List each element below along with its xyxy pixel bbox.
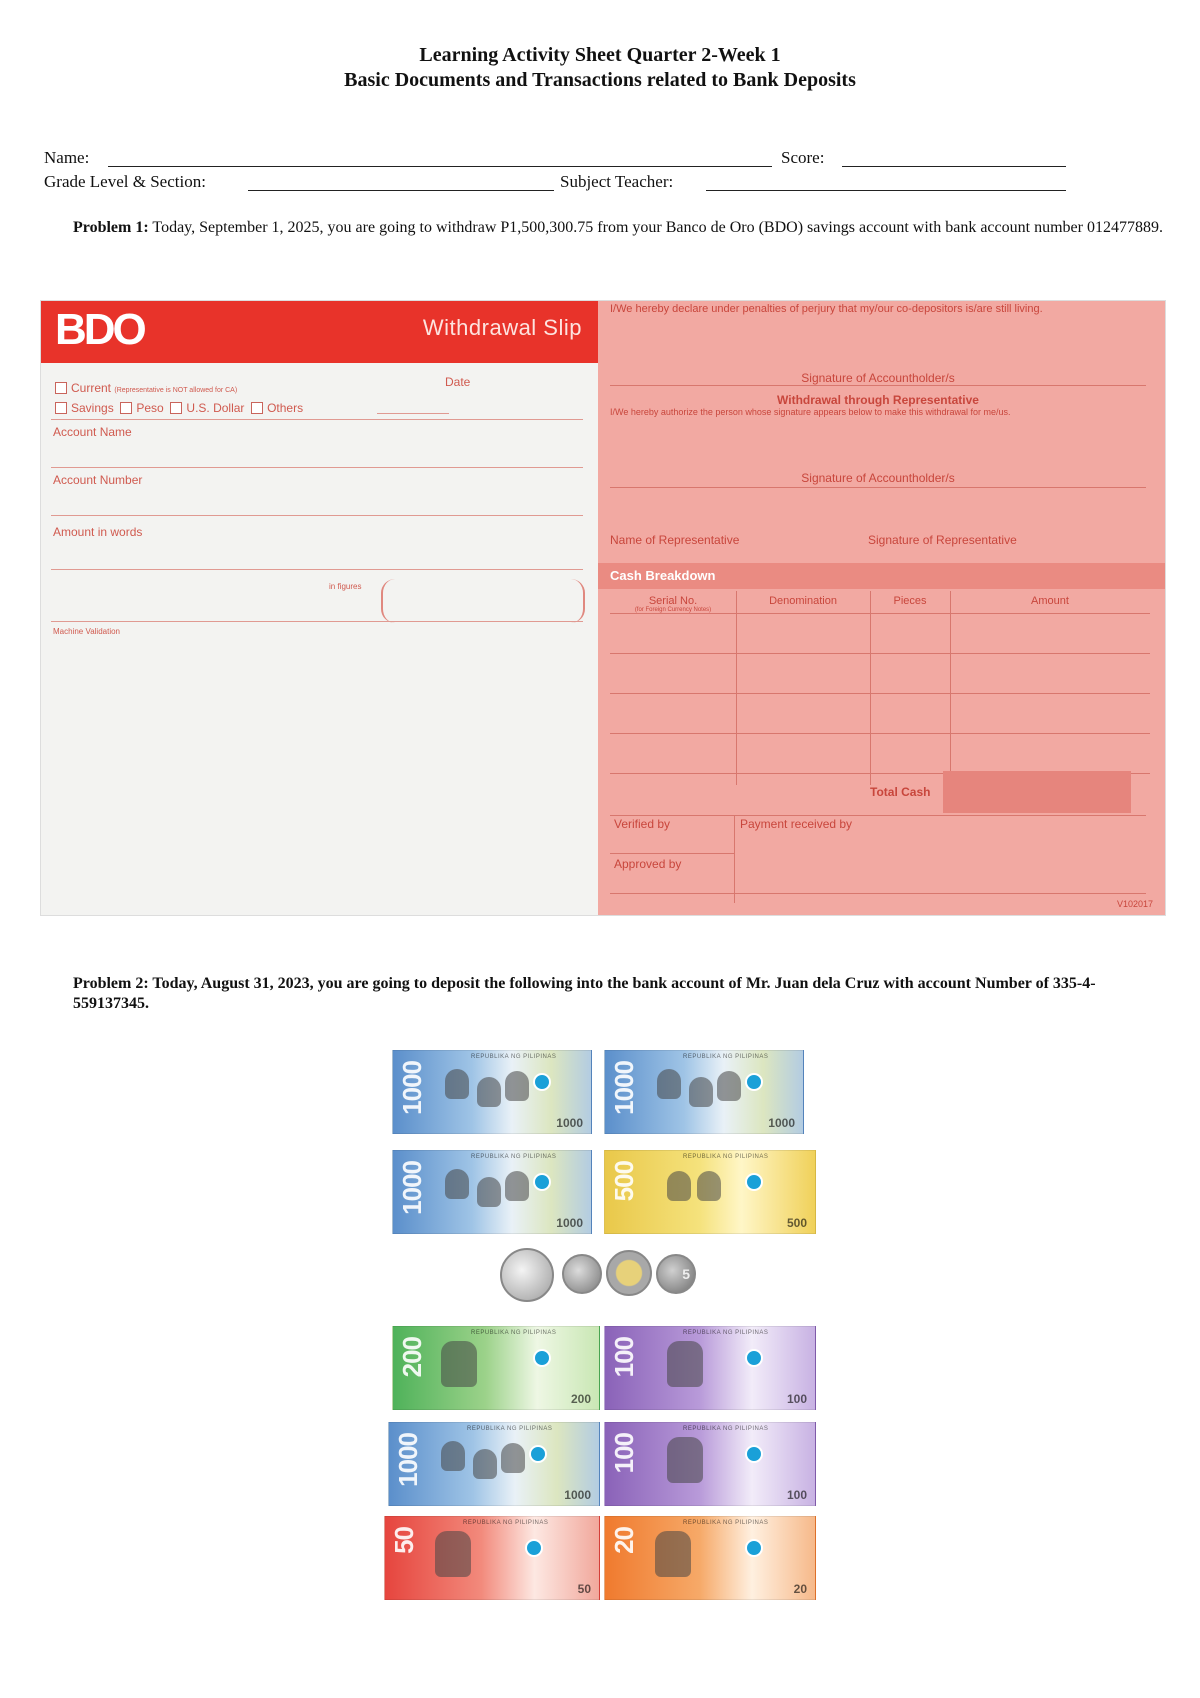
- sig-holder-2-label: Signature of Accountholder/s: [801, 471, 955, 485]
- problem-1-label: Problem 1:: [73, 219, 149, 236]
- seal-icon: [529, 1445, 547, 1463]
- bill-corner-value: 1000: [564, 1488, 591, 1502]
- cash-breakdown-table: [610, 591, 1150, 785]
- current-option[interactable]: [55, 381, 237, 395]
- bill-corner-value: 100: [786, 1392, 807, 1406]
- bill-denomination: 1000: [609, 1061, 639, 1115]
- bill-bank-name: REPUBLIKA NG PILIPINAS: [683, 1154, 769, 1160]
- table-row[interactable]: [610, 733, 1150, 734]
- seal-icon: [745, 1073, 763, 1091]
- account-type-options: [55, 401, 303, 415]
- portrait-icon: [667, 1341, 703, 1387]
- machine-validation-label: Machine Validation: [53, 627, 121, 636]
- name-rep-label: Name of Representative: [610, 533, 740, 547]
- portrait-icon: [505, 1171, 529, 1201]
- sig-holder-line[interactable]: [610, 385, 1146, 386]
- name-field[interactable]: [108, 166, 772, 167]
- bill-denomination: 50: [389, 1527, 419, 1554]
- coin-bimetal: [606, 1250, 652, 1296]
- bill-1000: [392, 1050, 592, 1134]
- bdo-logo: BDO: [55, 305, 144, 354]
- divider-2: [51, 621, 583, 622]
- cash-breakdown-label: Cash Breakdown: [610, 568, 716, 583]
- portrait-icon: [445, 1069, 469, 1099]
- divider: [51, 419, 583, 420]
- bill-bank-name: REPUBLIKA NG PILIPINAS: [467, 1426, 553, 1432]
- table-col-divider: [870, 591, 871, 785]
- bill-denomination: 20: [609, 1527, 639, 1554]
- portrait-icon: [717, 1071, 741, 1101]
- divider-vertical: [734, 815, 735, 903]
- portrait-icon: [445, 1169, 469, 1199]
- in-figures-label: in figures: [329, 582, 362, 591]
- table-row[interactable]: [610, 613, 1150, 614]
- current-note: (Representative is NOT allowed for CA): [114, 387, 238, 394]
- bill-bank-name: REPUBLIKA NG PILIPINAS: [463, 1520, 549, 1526]
- bill-100: [604, 1422, 816, 1506]
- table-row[interactable]: [610, 693, 1150, 694]
- verified-by-label: Verified by: [614, 817, 671, 831]
- bill-50: [384, 1516, 600, 1600]
- sig-rep-label: Signature of Representative: [868, 533, 1017, 547]
- bill-denomination: 100: [609, 1337, 639, 1378]
- table-col-divider: [736, 591, 737, 785]
- bill-corner-value: 1000: [556, 1116, 583, 1130]
- bill-20: [604, 1516, 816, 1600]
- bill-corner-value: 1000: [768, 1116, 795, 1130]
- peso-label: Peso: [136, 401, 164, 415]
- date-label: Date: [445, 375, 471, 389]
- bill-corner-value: 500: [786, 1216, 807, 1230]
- bill-bank-name: REPUBLIKA NG PILIPINAS: [683, 1426, 769, 1432]
- coin-5: [656, 1254, 696, 1294]
- approved-by-label: Approved by: [614, 857, 682, 871]
- amount-words-label: Amount in words: [53, 525, 143, 539]
- grade-section-label: Grade Level & Section:: [44, 172, 206, 191]
- others-checkbox[interactable]: [251, 402, 263, 414]
- col-serial-note: (for Foreign Currency Notes): [634, 607, 712, 613]
- score-label: Score:: [781, 148, 825, 167]
- account-number-label: Account Number: [53, 473, 143, 487]
- seal-icon: [745, 1349, 763, 1367]
- coin-value: 5: [682, 1266, 690, 1282]
- portrait-icon: [501, 1443, 525, 1473]
- usd-checkbox[interactable]: [170, 402, 182, 414]
- total-cash-label: Total Cash: [870, 785, 931, 799]
- peso-checkbox[interactable]: [120, 402, 132, 414]
- portrait-icon: [477, 1177, 501, 1207]
- account-name-label: Account Name: [53, 425, 132, 439]
- cash-breakdown-band: [598, 563, 1166, 589]
- col-amount: Amount: [1031, 595, 1069, 607]
- bill-200: [392, 1326, 600, 1410]
- others-label: Others: [267, 401, 304, 415]
- subject-teacher-label: Subject Teacher:: [560, 172, 674, 191]
- bill-1000: [392, 1150, 592, 1234]
- portrait-icon: [697, 1171, 721, 1201]
- savings-checkbox[interactable]: [55, 402, 67, 414]
- seal-icon: [745, 1173, 763, 1191]
- bill-500: [604, 1150, 816, 1234]
- account-name-field[interactable]: [51, 467, 583, 468]
- col-denomination: Denomination: [769, 595, 837, 607]
- table-row[interactable]: [610, 653, 1150, 654]
- others-line[interactable]: [377, 413, 449, 414]
- bill-bank-name: REPUBLIKA NG PILIPINAS: [471, 1330, 557, 1336]
- sig-holder-label: Signature of Accountholder/s: [801, 371, 955, 385]
- portrait-icon: [441, 1341, 477, 1387]
- declaration-text: I/We hereby declare under penalties of perjury that my/our co-depositors is/are still living.: [610, 303, 1043, 315]
- authorize-text: I/We hereby authorize the person whose signature appears below to make this withdrawal for me/us.: [610, 407, 1011, 417]
- verified-by-field[interactable]: [610, 853, 734, 854]
- bill-bank-name: REPUBLIKA NG PILIPINAS: [471, 1154, 557, 1160]
- bill-corner-value: 100: [786, 1488, 807, 1502]
- portrait-icon: [657, 1069, 681, 1099]
- bill-corner-value: 50: [577, 1582, 591, 1596]
- portrait-icon: [477, 1077, 501, 1107]
- usd-label: U.S. Dollar: [186, 401, 245, 415]
- through-rep-label: Withdrawal through Representative: [777, 393, 979, 407]
- divider: [610, 815, 1146, 816]
- bill-denomination: 200: [397, 1337, 427, 1378]
- slip-right-panel: [598, 301, 1166, 916]
- form-code: V102017: [1116, 899, 1153, 909]
- col-pieces: Pieces: [893, 595, 927, 607]
- seal-icon: [525, 1539, 543, 1557]
- subject-teacher-field[interactable]: [706, 190, 1066, 191]
- amount-words-field[interactable]: [51, 569, 583, 570]
- table-col-divider: [950, 591, 951, 785]
- bill-denomination: 1000: [397, 1061, 427, 1115]
- approved-by-field[interactable]: [610, 893, 1146, 894]
- bill-corner-value: 200: [570, 1392, 591, 1406]
- withdrawal-slip: [40, 300, 1166, 916]
- grade-section-field[interactable]: [248, 190, 554, 191]
- amount-figures-field[interactable]: [381, 579, 585, 623]
- bill-denomination: 500: [609, 1161, 639, 1202]
- account-number-field[interactable]: [51, 515, 583, 516]
- bill-bank-name: REPUBLIKA NG PILIPINAS: [471, 1054, 557, 1060]
- worksheet-title: Learning Activity Sheet Quarter 2-Week 1: [419, 44, 781, 66]
- score-field[interactable]: [842, 166, 1066, 167]
- bill-bank-name: REPUBLIKA NG PILIPINAS: [683, 1330, 769, 1336]
- portrait-icon: [667, 1437, 703, 1483]
- slip-title: Withdrawal Slip: [422, 315, 582, 340]
- portrait-icon: [655, 1531, 691, 1577]
- portrait-icon: [667, 1171, 691, 1201]
- bill-bank-name: REPUBLIKA NG PILIPINAS: [683, 1054, 769, 1060]
- bill-100: [604, 1326, 816, 1410]
- bill-denomination: 100: [609, 1433, 639, 1474]
- bill-1000: [604, 1050, 804, 1134]
- portrait-icon: [441, 1441, 465, 1471]
- current-checkbox[interactable]: [55, 382, 67, 394]
- problem-1-text: Today, September 1, 2025, you are going to withdraw P1,500,300.75 from your Banco de Oro (BDO) savings account with bank account number 012477889.: [152, 219, 1163, 236]
- bill-denomination: 1000: [397, 1161, 427, 1215]
- payment-received-label: Payment received by: [740, 817, 853, 831]
- coin-silver: [500, 1248, 554, 1302]
- portrait-icon: [505, 1071, 529, 1101]
- seal-icon: [745, 1539, 763, 1557]
- portrait-icon: [689, 1077, 713, 1107]
- bill-corner-value: 1000: [556, 1216, 583, 1230]
- slip-header: [41, 301, 598, 363]
- bill-1000: [388, 1422, 600, 1506]
- bill-bank-name: REPUBLIKA NG PILIPINAS: [683, 1520, 769, 1526]
- seal-icon: [533, 1173, 551, 1191]
- name-label: Name:: [44, 148, 90, 167]
- total-cash-field[interactable]: [943, 771, 1131, 813]
- problem-1: [73, 218, 1163, 238]
- col-serial: [610, 595, 736, 613]
- sig-holder-2-line[interactable]: [610, 487, 1146, 488]
- problem-2-text: Problem 2: Today, August 31, 2023, you are going to deposit the following into the bank account of Mr. Juan dela Cruz with account Number of 335-4-559137345.: [73, 975, 1096, 1012]
- seal-icon: [533, 1349, 551, 1367]
- seal-icon: [745, 1445, 763, 1463]
- coin-silver: [562, 1254, 602, 1294]
- portrait-icon: [473, 1449, 497, 1479]
- portrait-icon: [435, 1531, 471, 1577]
- worksheet-subtitle: Basic Documents and Transactions related to Bank Deposits: [344, 69, 856, 91]
- current-label: Current: [71, 381, 112, 395]
- bill-denomination: 1000: [393, 1433, 423, 1487]
- savings-label: Savings: [71, 401, 114, 415]
- bill-corner-value: 20: [793, 1582, 807, 1596]
- seal-icon: [533, 1073, 551, 1091]
- col-serial-label: Serial No.: [648, 595, 698, 607]
